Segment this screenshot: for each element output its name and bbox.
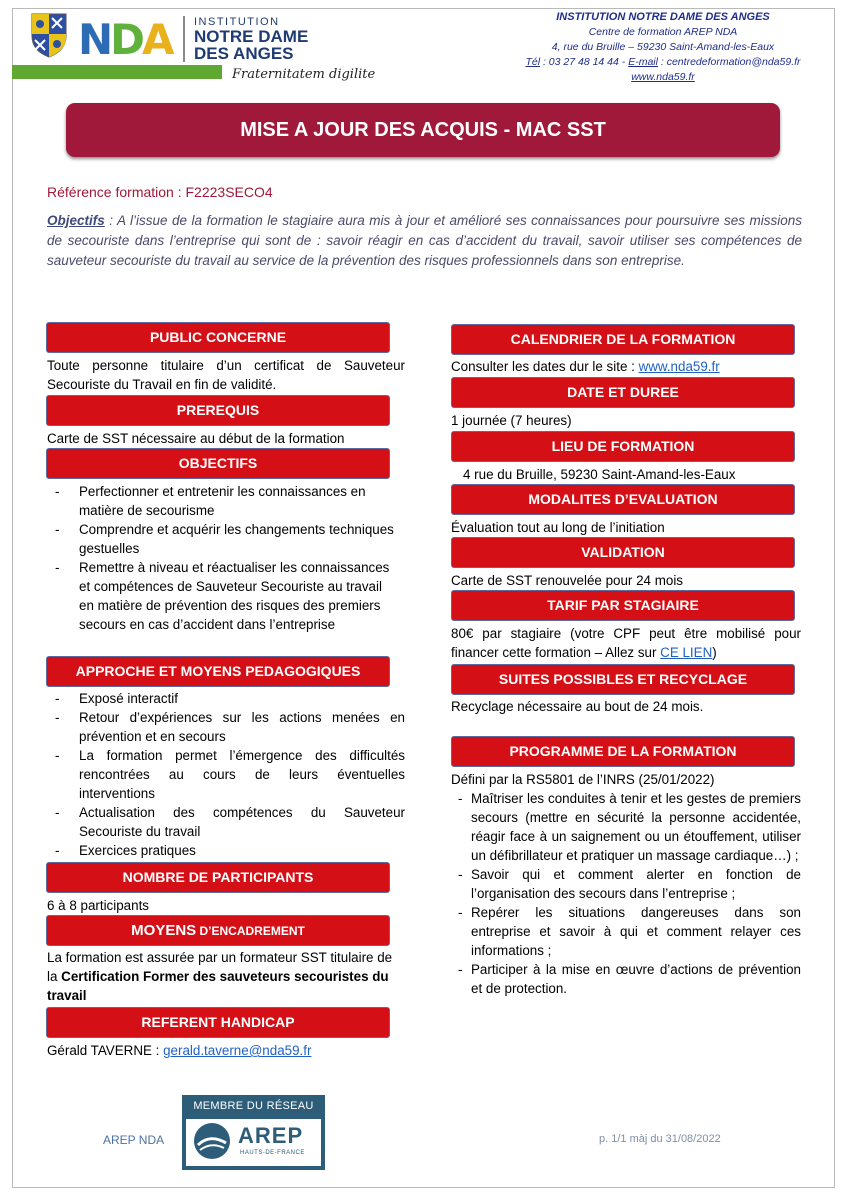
section-date-duree: DATE ET DUREE <box>451 377 795 408</box>
objectif-item: - Remettre à niveau et réactualiser les connaissances et compétences de Sauveteur Secouriste au travail en matière de prévention des risques des premiers secours en cas d’accident dans l’entreprise <box>47 558 397 634</box>
date-duree-text: 1 journée (7 heures) <box>451 413 572 428</box>
contact-email[interactable]: : centredeformation@nda59.fr <box>657 56 801 68</box>
referent-email-link[interactable]: gerald.taverne@nda59.fr <box>163 1043 312 1058</box>
approche-item: - Exposé interactif <box>47 689 405 708</box>
referent-name: Gérald TAVERNE : <box>47 1043 164 1058</box>
tarif-text-end: ) <box>712 645 717 660</box>
institution-name-line1: NOTRE DAME <box>194 27 309 46</box>
section-suites-recyclage: SUITES POSSIBLES ET RECYCLAGE <box>451 664 795 695</box>
programme-intro: Défini par la RS5801 de l’INRS (25/01/2022) <box>451 772 715 787</box>
contact-center: Centre de formation AREP NDA <box>588 26 738 38</box>
tel-number: : 03 27 48 14 44 - <box>540 56 629 68</box>
email-label: E-mail <box>628 56 658 68</box>
suites-text: Recyclage nécessaire au bout de 24 mois. <box>451 699 704 714</box>
approche-list <box>47 689 405 860</box>
objectifs-intro <box>47 211 802 271</box>
moyens-text <box>47 948 405 1005</box>
logo-divider <box>183 16 185 62</box>
tarif-text <box>451 624 801 662</box>
contact-block <box>498 10 828 85</box>
contact-phone-email <box>498 55 828 70</box>
institution-name <box>194 28 308 62</box>
contact-title: INSTITUTION NOTRE DAME DES ANGES <box>556 11 770 23</box>
section-lieu-formation: LIEU DE FORMATION <box>451 431 795 462</box>
crest-icon <box>30 12 68 58</box>
objectif-item: - Comprendre et acquérir les changements techniques gestuelles <box>47 520 397 558</box>
programme-item: - Participer à la mise en œuvre d’actions de prévention et de protection. <box>451 960 801 998</box>
arep-wave-graphic <box>194 1123 230 1159</box>
section-objectifs: OBJECTIFS <box>46 448 390 479</box>
section-approche-moyens: APPROCHE ET MOYENS PEDAGOGIQUES <box>46 656 390 687</box>
validation-text: Carte de SST renouvelée pour 24 mois <box>451 573 683 588</box>
approche-item: - Actualisation des compétences du Sauveteur Secouriste du travail <box>47 803 405 841</box>
arep-wordmark: AREP <box>238 1123 304 1148</box>
contact-address: 4, rue du Bruille – 59230 Saint-Amand-les-Eaux <box>551 41 775 53</box>
green-banner <box>12 65 222 79</box>
objectifs-intro-text: : A l’issue de la formation le stagiaire aura mis à jour et amélioré ses connaissances pour poursuivre ses missions de secouriste dans l’entreprise qui sont de : savoir réagir en cas d’accident du travail, savoir utiliser ses compétences de sauveteur secouriste du travail au service de la prévention des risques professionnels dans son entreprise. <box>47 213 802 268</box>
institution-label: INSTITUTION <box>194 16 280 28</box>
contact-website-link[interactable]: www.nda59.fr <box>631 71 695 83</box>
section-programme: PROGRAMME DE LA FORMATION <box>451 736 795 767</box>
referent-text <box>47 1041 405 1060</box>
footer-left: AREP NDA <box>103 1133 165 1147</box>
reference-formation: Référence formation : F2223SECO4 <box>47 184 273 200</box>
participants-text: 6 à 8 participants <box>47 898 149 913</box>
calendrier-website-link[interactable]: www.nda59.fr <box>638 359 720 374</box>
section-moyens-encadrement <box>46 915 390 946</box>
moyens-text-bold: Certification Former des sauveteurs secouristes du travail <box>47 969 389 1003</box>
section-modalites-evaluation: MODALITES D’EVALUATION <box>451 484 795 515</box>
section-nombre-participants: NOMBRE DE PARTICIPANTS <box>46 862 390 893</box>
nda-logo-mark: NDA <box>78 15 172 64</box>
moyens-title-rest: D’ENCADREMENT <box>196 924 305 938</box>
moyens-title-main: MOYENS <box>131 922 197 939</box>
section-validation: VALIDATION <box>451 537 795 568</box>
objectifs-intro-label: Objectifs <box>47 213 105 228</box>
calendrier-text <box>451 357 801 376</box>
section-prerequis: PREREQUIS <box>46 395 390 426</box>
section-referent-handicap: REFERENT HANDICAP <box>46 1007 390 1038</box>
approche-item: - La formation permet l’émergence des difficultés rencontrées au cours de leurs éventuelles interventions <box>47 746 405 803</box>
tel-label: Tél <box>525 56 541 68</box>
arep-wave-icon <box>194 1123 230 1159</box>
objectifs-list <box>47 482 397 634</box>
approche-item: - Retour d’expériences sur les actions menées en prévention et en secours <box>47 708 405 746</box>
programme-list <box>451 789 801 998</box>
objectif-item: - Perfectionner et entretenir les connaissances en matière de secourisme <box>47 482 397 520</box>
institution-logo <box>30 12 390 87</box>
calendrier-text-plain: Consulter les dates dur le site : <box>451 359 639 374</box>
motto: Fraternitatem digilite <box>232 67 376 82</box>
modalites-text: Évaluation tout au long de l’initiation <box>451 520 665 535</box>
section-tarif: TARIF PAR STAGIAIRE <box>451 590 795 621</box>
page-title: MISE A JOUR DES ACQUIS - MAC SST <box>66 103 780 157</box>
arep-badge-logo <box>186 1119 321 1166</box>
moyens-text-plain: La formation est assurée par un formateur SST titulaire de la <box>47 950 393 984</box>
lieu-formation-text: 4 rue du Bruille, 59230 Saint-Amand-les-Eaux <box>463 467 736 482</box>
arep-network-badge <box>182 1095 325 1170</box>
cpf-link[interactable]: CE LIEN <box>660 645 713 660</box>
section-calendrier: CALENDRIER DE LA FORMATION <box>451 324 795 355</box>
institution-name-line2: DES ANGES <box>194 44 294 63</box>
programme-item: - Repérer les situations dangereuses dans son entreprise et savoir à qui et comment relayer ces informations ; <box>451 903 801 960</box>
tarif-text-plain: 80€ par stagiaire (votre CPF peut être mobilisé pour financer cette formation – Allez sur <box>451 626 801 660</box>
programme-item: - Maîtriser les conduites à tenir et les gestes de premiers secours (mettre en sécurité la personne accidentée, réagir face à un saignement ou un étouffement, utiliser un défibrillateur et pratiquer un massage cardiaque…) ; <box>451 789 801 865</box>
programme-item: - Savoir qui et comment alerter en fonction de l’organisation des secours dans l’entreprise ; <box>451 865 801 903</box>
approche-item: - Exercices pratiques <box>47 841 405 860</box>
arep-badge-top: MEMBRE DU RÉSEAU <box>193 1100 314 1112</box>
footer-page-info: p. 1/1 màj du 31/08/2022 <box>599 1133 721 1145</box>
section-public-concerne: PUBLIC CONCERNE <box>46 322 390 353</box>
public-concerne-text: Toute personne titulaire d’un certificat de Sauveteur Secouriste du Travail en fin de validité. <box>47 358 405 392</box>
prerequis-text: Carte de SST nécessaire au début de la formation <box>47 431 345 446</box>
arep-subtitle: HAUTS-DE-FRANCE <box>240 1150 305 1156</box>
